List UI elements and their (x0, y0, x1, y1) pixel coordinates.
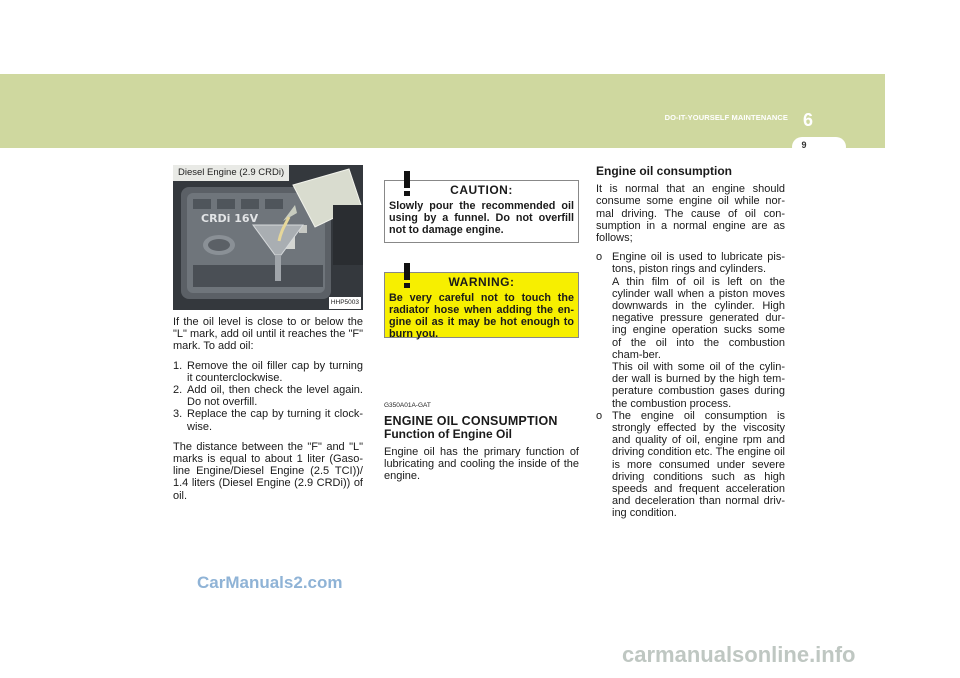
left-column (173, 165, 363, 502)
header-band (0, 74, 885, 148)
consumption-list (596, 251, 785, 519)
consumption-intro: It is normal that an engine should consume some engine oil while nor-mal driving. The cause of oil con-sumption in a normal engine are as follows; (596, 183, 785, 245)
oil-level-intro: If the oil level is close to or below the "L" mark, add oil until it reaches the "F" mark. To add oil: (173, 316, 363, 353)
photo-code: HHP5003 (329, 297, 361, 309)
subsection-heading: Function of Engine Oil (384, 427, 512, 442)
photo-caption: Diesel Engine (2.9 CRDi) (173, 165, 289, 181)
caution-text: Slowly pour the recommended oil using by a funnel. Do not overfill not to damage engine. (389, 200, 574, 236)
exclamation-icon (395, 261, 419, 289)
list-item: 3. Replace the cap by turning it clock-wise. (173, 408, 363, 433)
middle-column (384, 165, 579, 482)
warning-text: Be very careful not to touch the radiator hose when adding the en-gine oil as it may be hot enough to burn you. (389, 292, 574, 340)
consumption-heading: Engine oil consumption (596, 164, 732, 178)
page-number: 9 (801, 140, 807, 150)
section-title: DO-IT-YOURSELF MAINTENANCE (664, 113, 788, 122)
section-heading: ENGINE OIL CONSUMPTION (384, 414, 558, 429)
right-column (596, 165, 785, 520)
engine-badge: CRDi 16V (201, 212, 259, 225)
warning-title: WARNING: (448, 275, 515, 289)
exclamation-icon (395, 169, 419, 197)
steps-list (173, 360, 363, 433)
chapter-number: 6 (802, 110, 813, 130)
watermark-left[interactable]: CarManuals2.com (197, 573, 343, 592)
list-item: 2. Add oil, then check the level again. Do not overfill. (173, 384, 363, 409)
list-item: 1. Remove the oil filler cap by turning it counterclockwise. (173, 359, 363, 384)
list-item: o The engine oil consumption is strongly effected by the viscosity and quality of oil, engine rpm and driving condition etc. The engine oil is more consumed under severe driving conditions such as high speeds and frequent acceleration and deceleration than normal driv-ing condition. (596, 409, 785, 520)
engine-photo (173, 165, 363, 310)
list-item: o Engine oil is used to lubricate pis-tons, piston rings and cylinders. A thin film of oil is left on the cylinder wall when a piston moves downwards in the cylinder. High negative pressure generated dur-ing engine operation sucks some of the oil into the combustion cham-ber. This oil with some oil of the cylin-der wall is burned by the high tem-perature combustion gases during the combustion process. (596, 251, 785, 410)
distance-note: The distance between the "F" and "L" marks is equal to about 1 liter (Gaso-line Engine/Diesel Engine (2.5 TCI))/ 1.4 liters (Diesel Engine (2.9 CRDi)) of oil. (173, 440, 363, 502)
function-text: Engine oil has the primary function of lubricating and cooling the inside of the engine. (384, 445, 579, 483)
caution-box (384, 180, 579, 243)
warning-box (384, 272, 579, 338)
reference-code: G350A01A-GAT (384, 402, 431, 409)
engine-illustration (173, 165, 363, 310)
caution-title: CAUTION: (450, 183, 513, 197)
watermark-right[interactable]: carmanualsonline.info (622, 642, 856, 667)
